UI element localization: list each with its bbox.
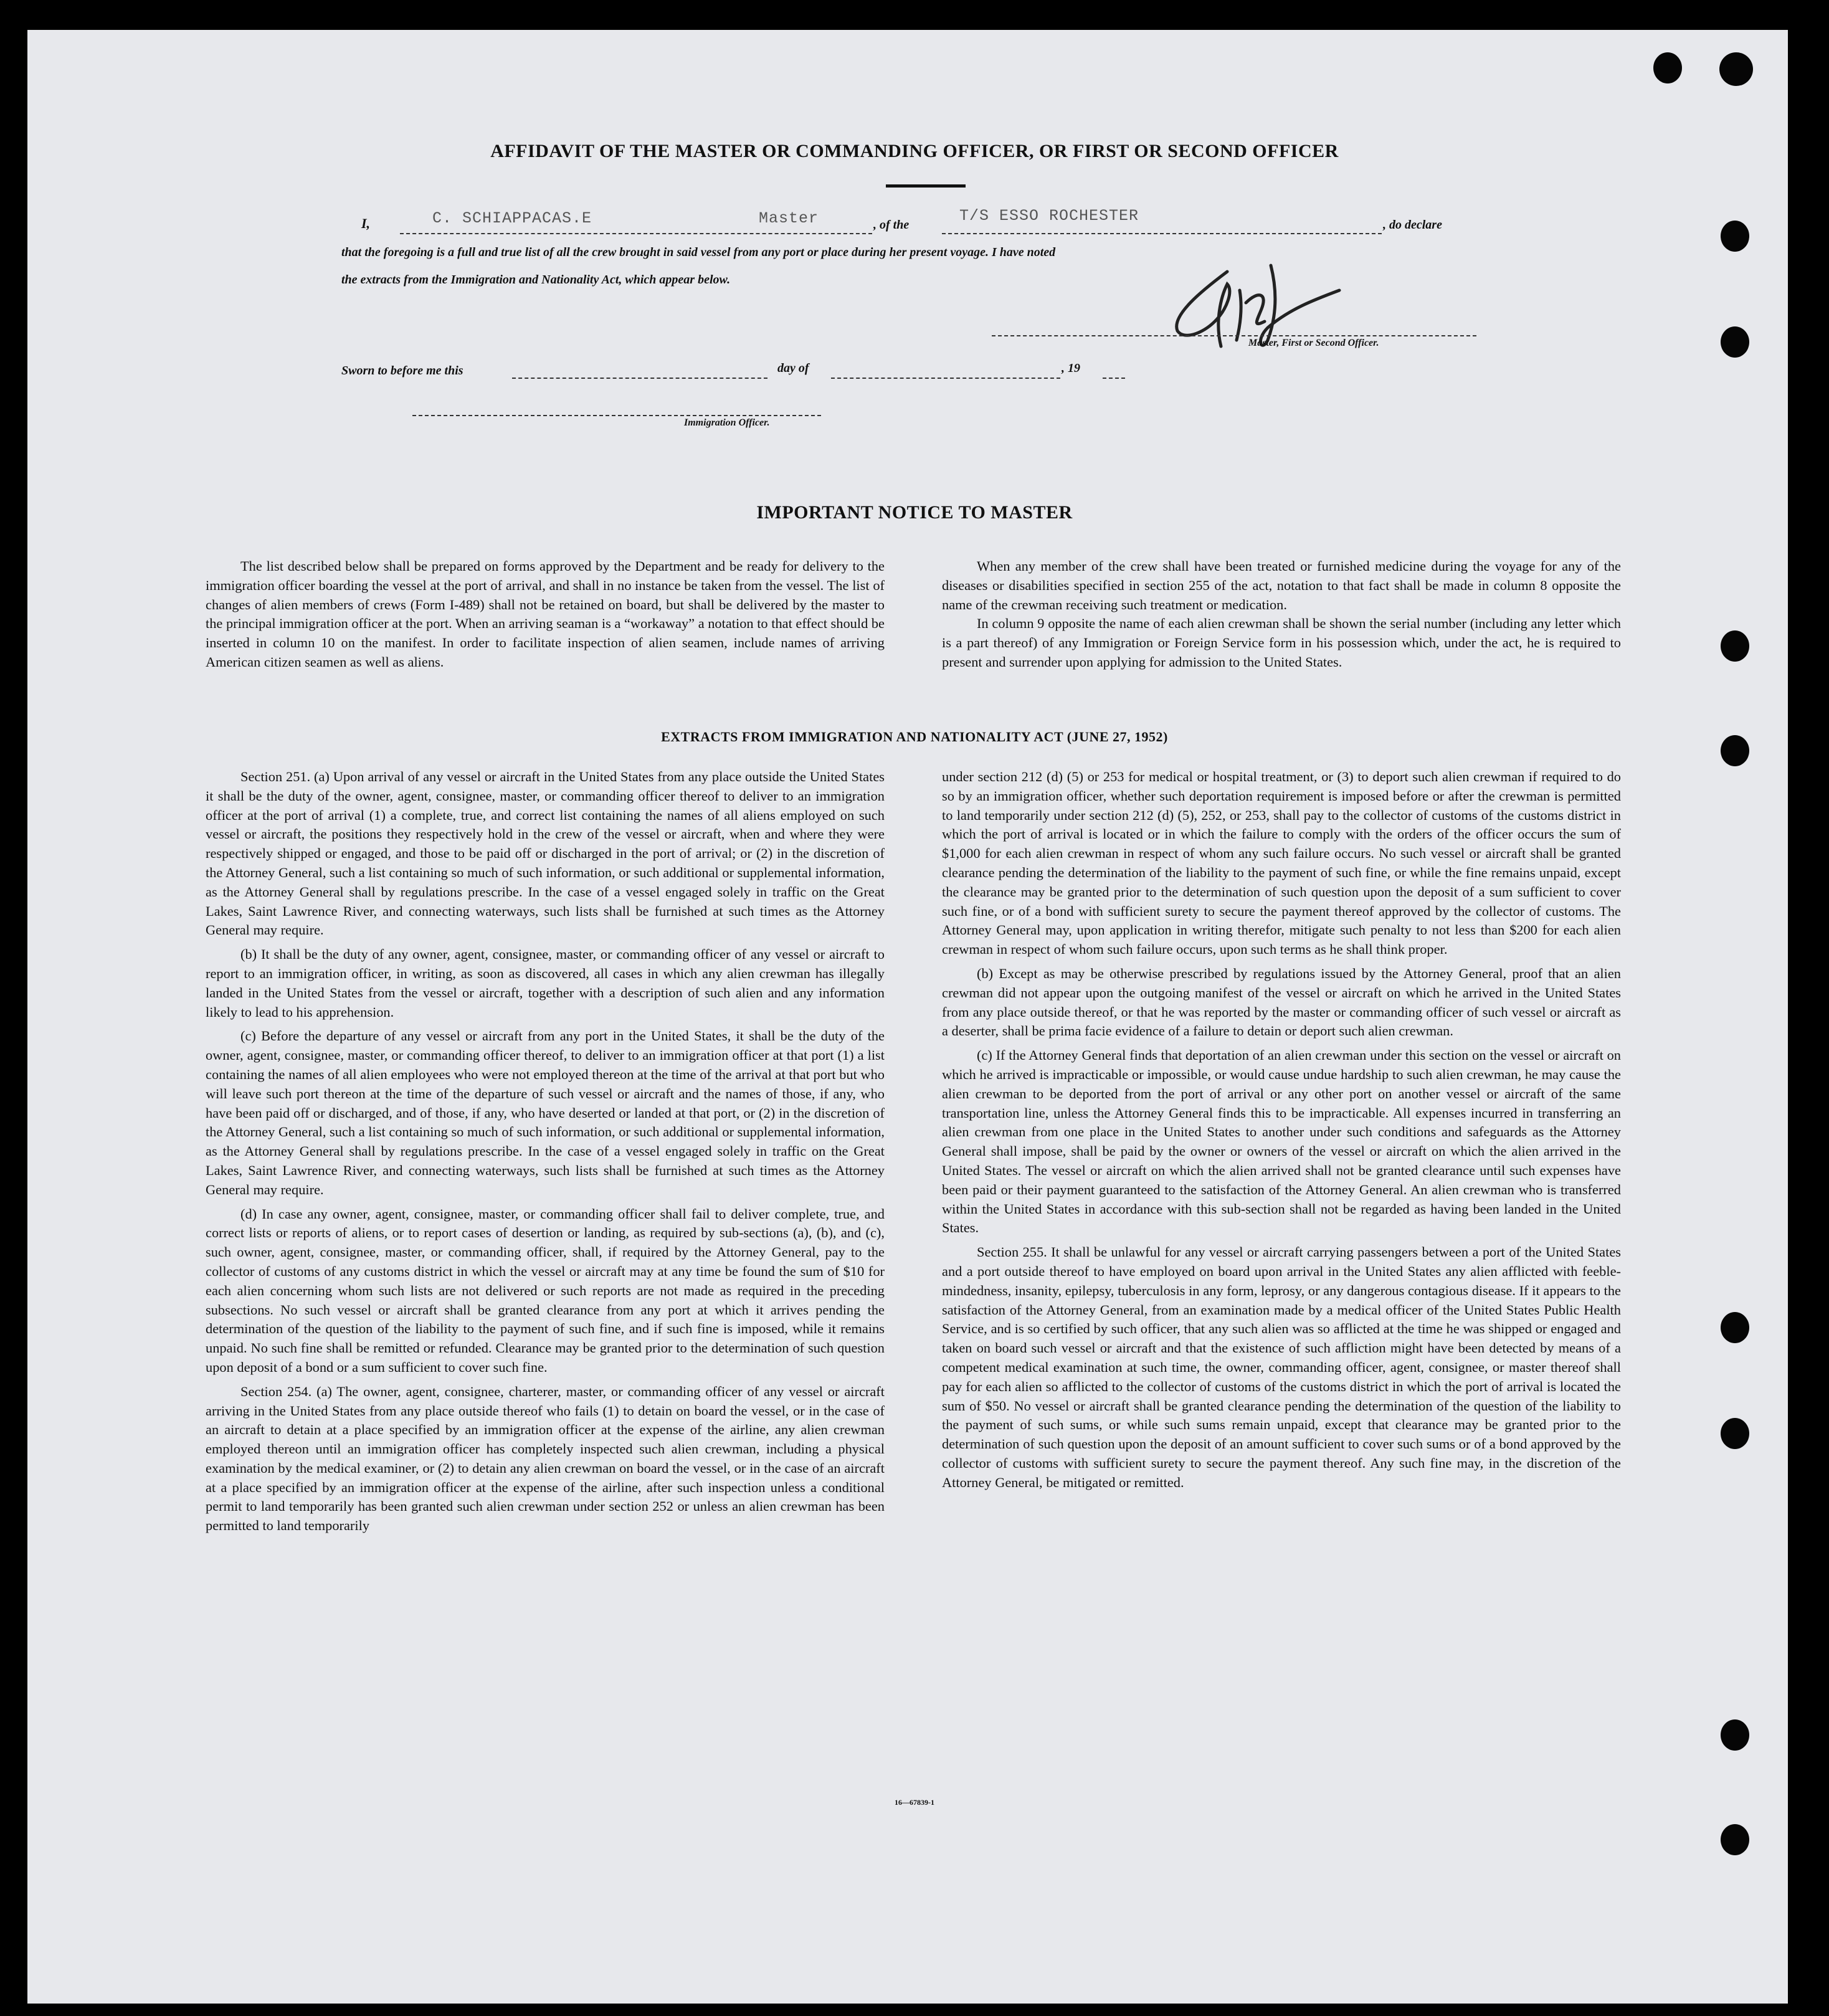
punch-hole [1721,1824,1749,1855]
do-declare-label: , do declare [1383,218,1442,232]
punch-hole [1721,326,1749,358]
extracts-left-column [206,768,885,1541]
notice-left-paragraph: The list described below shall be prepared on forms approved by the Department and be ready for delivery to the immigration officer boarding the vessel at the port of arrival, and shall in no instance be taken from the vessel. The list of changes of alien members of crews (Form I-489) shall not be retained on board, but shall be delivered by the master to the principal immigration officer at the port. When an arriving seaman is a “workaway” a notation to that effect should be inserted in column 10 on the manifest. In order to facilitate inspection of alien seamen, include names of arriving American citizen seamen as well as aliens. [206,558,885,670]
section-254b: (b) Except as may be otherwise prescribed by regulations issued by the Attorney General, proof that an alien crewman did not appear upon the outgoing manifest of the vessel or aircraft on which he arrived in the United States from any place outside thereof, or that he was reported by the master or commanding officer of such vessel or aircraft as a deserter, shall be prima facie evidence of a failure to detain or deport such alien crewman. [942,965,1621,1039]
notice-left-column [206,557,885,677]
section-251a: Section 251. (a) Upon arrival of any vessel or aircraft in the United States from any place outside the United States it shall be the duty of the owner, agent, consignee, master, or commanding officer thereof to deliver to an immigration officer at the port of arrival (1) a complete, true, and correct list containing the names of all aliens employed on such vessel or aircraft, the positions they respectively hold in the crew of the vessel or aircraft, when and where they were respectively shipped or engaged, and those to be paid off or discharged in the port of arrival; or (2) in the discretion of the Attorney General, such a list containing so much of such information, or such additional or supplemental information, as the Attorney General shall by regulations prescribe. In the case of a vessel engaged solely in traffic on the Great Lakes, Saint Lawrence River, and connecting waterways, such lists shall be furnished at such times as the Attorney General may require. [206,769,885,938]
declaration-line-3: the extracts from the Immigration and Nationality Act, which appear below. [341,273,731,287]
notice-right-paragraph-1: When any member of the crew shall have been treated or furnished medicine during the voyage for any of the diseases or disabilities specified in section 255 of the act, notation to that fact shall be made in column 8 opposite the name of the crewman receiving such treatment or medication. [942,558,1621,612]
punch-hole [1721,630,1749,662]
declaration-line-2: that the foregoing is a full and true list of all the crew brought in said vessel from any port or place during her present voyage. I have noted [341,245,1056,259]
section-254c: (c) If the Attorney General finds that deportation of an alien crewman under this section on the vessel or aircraft on which he arrived is impracticable or impossible, or would cause undue hardship to such alien crewman, he may cause the alien crewman to be deported from the port of arrival or any other port on another vessel or aircraft of the same transportation line, unless the Attorney General finds this to be impracticable. All expenses incurred in transferring an alien crewman from one place in the United States to another under such conditions and safeguards as the Attorney General shall impose, shall be paid by the owner or owners of the vessel or aircraft on which the alien arrived in the United States. The vessel or aircraft on which the alien arrived shall not be granted clearance until such expenses have been paid or their payment guaranteed to the satisfaction of the Attorney General. An alien crewman who is transferred within the United States in accordance with this sub-section shall not be regarded as having been landed in the United States. [942,1047,1621,1236]
immigration-officer-caption: Immigration Officer. [684,417,770,428]
master-caption: Master, First or Second Officer. [1248,338,1379,348]
vessel-value: T/S ESSO ROCHESTER [959,207,1139,225]
affidavit-title: AFFIDAVIT OF THE MASTER OR COMMANDING OFFICER, OR FIRST OR SECOND OFFICER [490,141,1339,161]
title-underline [886,184,966,188]
i-label: I, [361,216,371,231]
vessel-line [942,233,1382,234]
extracts-title: EXTRACTS FROM IMMIGRATION AND NATIONALITY ACT (JUNE 27, 1952) [661,729,1168,744]
punch-hole [1721,1418,1749,1449]
name-line [400,233,872,234]
section-254a-continued: under section 212 (d) (5) or 253 for medical or hospital treatment, or (3) to deport such alien crewman if required to do so by an immigration officer, whether such deportation requirement is imposed before or after the crewman is permitted to land temporarily under section 212 (d) (5), 252, or 253, shall pay to the collector of customs of the customs district in which the port of arrival is located or in which the failure to comply with the orders of the officer occurs the sum of $1,000 for each alien crewman in respect of whom any such failure occurs. No such vessel or aircraft shall be granted clearance pending the determination of the liability to the payment of such fine, or while the fine remains unpaid, except the clearance may be granted prior to the determination of such question upon the deposit of a sum sufficient to cover such fine, or of a bond with sufficient surety to secure the payment thereof approved by the collector of customs. The Attorney General may, upon application in writing therefor, mitigate such penalty to not less than $200 for each alien crewman in respect of whom such failure occurs, upon such terms as he shall think proper. [942,769,1621,958]
section-251b: (b) It shall be the duty of any owner, agent, consignee, master, or commanding officer of any vessel or aircraft to report to an immigration officer, in writing, as soon as discovered, all cases in which any alien crewman has illegally landed in the United States from the vessel or aircraft, together with a description of such alien and any information likely to lead to his apprehension. [206,946,885,1020]
sworn-day-line [512,378,767,379]
master-signature-line [992,335,1476,336]
punch-hole [1721,1719,1749,1751]
punch-hole [1721,1312,1749,1343]
sworn-label: Sworn to before me this [341,364,463,378]
punch-hole [1719,52,1753,86]
immigration-officer-line [412,415,821,416]
name-value: C. SCHIAPPACAS.E [432,209,592,227]
punch-hole [1721,221,1749,252]
of-the-label: , of the [873,218,910,232]
rank-value: Master [759,209,819,227]
section-251d: (d) In case any owner, agent, consignee, master, or commanding officer shall fail to deliver complete, true, and correct lists or reports of aliens, or to report cases of desertion or landing, as required by sub-sections (a), (b), and (c), such owner, agent, consignee, master, or commanding officer, shall, if required by the Attorney General, pay to the collector of customs of any customs district in which the vessel or aircraft may at any time be found the sum of $10 for each alien concerning whom such lists are not delivered or such reports are not made as required in the preceding subsections. No such vessel or aircraft shall be granted clearance from any port at which it arrives pending the determination of the question of the liability to the payment of such fine, and if such fine is imposed, while it remains unpaid. No such fine shall be remitted or refunded. Clearance may be granted prior to the determination of such question upon deposit of a bond or a sum sufficient to cover such fine. [206,1205,885,1375]
sworn-month-line [831,378,1060,379]
notice-right-paragraph-2: In column 9 opposite the name of each alien crewman shall be shown the serial number (including any letter which is a part thereof) of any Immigration or Foreign Service form in his possession which, under the act, he is required to present and surrender upon applying for admission to the United States. [942,616,1621,670]
section-255: Section 255. It shall be unlawful for any vessel or aircraft carrying passengers between a port of the United States and a port outside thereof to have employed on board upon arrival in the United States any alien afflicted with feeble-mindedness, insanity, epilepsy, tuberculosis in any form, leprosy, or any dangerous contagious disease. If it appears to the satisfaction of the Attorney General, from an examination made by a medical officer of the United States Public Health Service, and is so certified by such officer, that any such alien was so afflicted at the time he was shipped or engaged and taken on board such vessel or aircraft and that the existence of such affliction might have been detected by means of a competent medical examination at such time, the owner, commanding officer, agent, consignee, or master thereof shall pay for each alien so afflicted to the collector of customs of the customs district in which the port of arrival is located the sum of $50. No vessel or aircraft shall be granted clearance pending the determination of the question of the liability to the payment of such sums, or while such sums remain unpaid, except that clearance may be granted prior to the determination of such question upon the deposit of an amount sufficient to cover such sums or of a bond approved by the collector of customs with sufficient surety to secure the payment thereof. Any such fine may, in the discretion of the Attorney General, be mitigated or remitted. [942,1244,1621,1490]
notice-title: IMPORTANT NOTICE TO MASTER [756,502,1073,523]
sworn-year-line [1103,378,1125,379]
notice-right-column [942,557,1621,672]
form-number: 16—67839-1 [895,1798,934,1807]
year-label: , 19 [1062,361,1080,375]
section-251c: (c) Before the departure of any vessel or aircraft from any port in the United States, it shall be the duty of the owner, agent, consignee, master, or commanding officer thereof, to deliver to an immigration officer at that port (1) a list containing the names of all alien employees who were not employed thereon at the time of the arrival at that port but who will leave such port thereon at the time of the departure of such vessel or aircraft and the names of those, if any, who have been paid off or discharged, and of those, if any, who have deserted or landed at that port, or (2) in the discretion of the Attorney General, such a list containing so much of such information, or such additional or supplemental information, as the Attorney General shall by regulations prescribe. In the case of a vessel engaged solely in traffic on the Great Lakes, Saint Lawrence River, and connecting waterways, such lists shall be furnished at such times as the Attorney General may require. [206,1028,885,1197]
extracts-right-column [942,768,1621,1497]
section-254a: Section 254. (a) The owner, agent, consignee, charterer, master, or commanding officer of any vessel or aircraft arriving in the United States from any place outside thereof who fails (1) to detain on board the vessel, or in the case of an aircraft to detain at a place specified by an immigration officer at the expense of the airline, any alien crewman employed thereon until an immigration officer has completely inspected such alien crewman, including a physical examination by the medical examiner, or (2) to detain any alien crewman on board the vessel, or in the case of an aircraft at a place specified by an immigration officer at the expense of the airline, after such inspection unless a conditional permit to land temporarily has been granted such alien crewman under section 252 or unless an alien crewman has been permitted to land temporarily [206,1383,885,1534]
day-of-label: day of [777,361,809,375]
punch-hole [1653,52,1682,83]
